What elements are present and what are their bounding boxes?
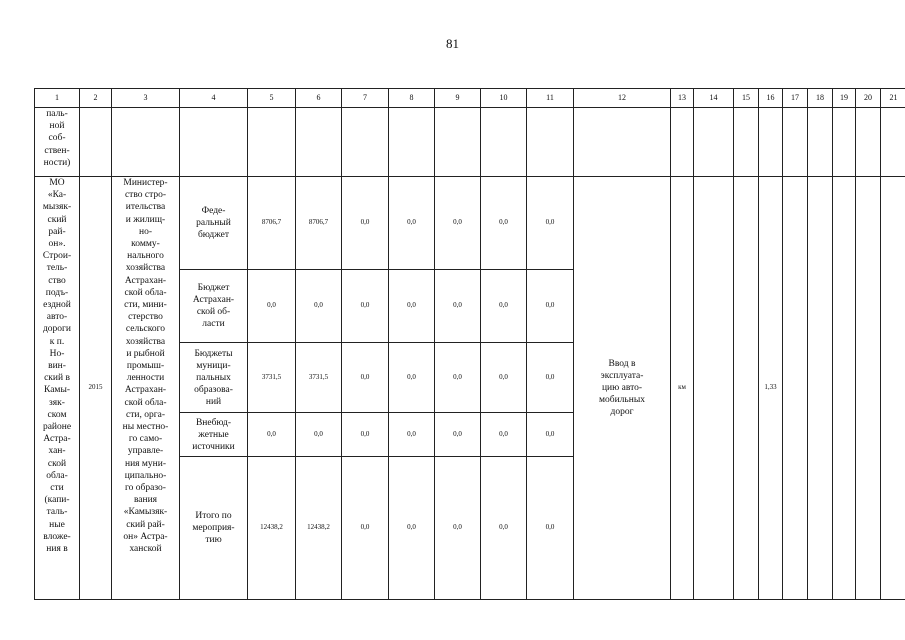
header-cell: 10: [481, 89, 527, 108]
header-cell: 18: [808, 89, 833, 108]
value-cell: 0,0: [389, 413, 435, 457]
empty-cell: [671, 108, 694, 177]
empty-cell: [481, 108, 527, 177]
value-cell: 0,0: [296, 270, 342, 343]
header-cell: 1: [35, 89, 80, 108]
measure-year: 2015: [80, 177, 112, 600]
value-cell: 12438,2: [296, 457, 342, 600]
header-cell: 19: [833, 89, 856, 108]
unit-cell: км: [671, 177, 694, 600]
page-number: 81: [446, 36, 459, 51]
empty-cell: [248, 108, 296, 177]
program-table: [34, 88, 905, 600]
value-cell: 0,0: [435, 177, 481, 270]
header-cell: 20: [856, 89, 881, 108]
source-name: Итого по мероприя- тию: [180, 457, 248, 600]
value-cell: 8706,7: [248, 177, 296, 270]
value-cell: 3731,5: [296, 343, 342, 413]
value-cell: 0,0: [481, 270, 527, 343]
value-cell: 12438,2: [248, 457, 296, 600]
empty-cell: [833, 177, 856, 600]
value-cell: 0,0: [248, 413, 296, 457]
header-cell: 8: [389, 89, 435, 108]
value-cell: 0,0: [389, 457, 435, 600]
value-cell: 0,0: [389, 177, 435, 270]
measure-name: МО «Ка- мызяк- ский рай- он». Строи- тель- ство подъ- ездной авто- дороги к п. Но- вин- ский в Камы- зяк- ском районе Астра- хан- ской обла- сти (капи- таль- ные вложе- ния в: [35, 177, 80, 600]
value-cell: 0,0: [481, 413, 527, 457]
header-cell: 16: [759, 89, 783, 108]
empty-cell: [296, 108, 342, 177]
empty-cell: [80, 108, 112, 177]
header-cell: 5: [248, 89, 296, 108]
source-name: Феде- ральный бюджет: [180, 177, 248, 270]
empty-cell: [342, 108, 389, 177]
empty-cell: [856, 177, 881, 600]
empty-cell: [783, 177, 808, 600]
empty-cell: [734, 177, 759, 600]
header-cell: 6: [296, 89, 342, 108]
empty-cell: [112, 108, 180, 177]
source-name: Бюджет Астрахан- ской об- ласти: [180, 270, 248, 343]
value-cell: 0,0: [342, 270, 389, 343]
empty-cell: [734, 108, 759, 177]
empty-cell: [808, 177, 833, 600]
empty-cell: [856, 108, 881, 177]
header-cell: 3: [112, 89, 180, 108]
empty-cell: [435, 108, 481, 177]
empty-cell: [574, 108, 671, 177]
value-cell: 0,0: [389, 270, 435, 343]
value-cell: 0,0: [527, 457, 574, 600]
header-cell: 7: [342, 89, 389, 108]
expected-result: Ввод в эксплуата- цию авто- мобильных дорог: [574, 177, 671, 600]
header-row: [35, 89, 905, 108]
value-cell: 0,0: [342, 343, 389, 413]
header-cell: 14: [694, 89, 734, 108]
header-cell: 12: [574, 89, 671, 108]
header-cell: 9: [435, 89, 481, 108]
empty-cell: [527, 108, 574, 177]
value-cell: 0,0: [296, 413, 342, 457]
value-cell: 0,0: [481, 457, 527, 600]
continuation-row: [35, 108, 905, 177]
empty-cell: [833, 108, 856, 177]
empty-cell: [783, 108, 808, 177]
header-cell: 2: [80, 89, 112, 108]
empty-cell: [881, 177, 905, 600]
value-cell: 0,0: [435, 270, 481, 343]
measure-name-continuation: паль- ной соб- ствен- ности): [35, 108, 80, 177]
measure-executors: Министер- ство стро- ительства и жилищ- но- комму- нального хозяйства Астрахан- ской обла- сти, мини- стерство сельского хозяйства и рыбной промыш- ленности Астрахан- ской обла- сти, орга- ны местно- го само- управле- ния муни- ципально- го образо- вания «Камызяк- ский рай- он» Астра- ханской: [112, 177, 180, 600]
source-row-federal: [35, 177, 905, 270]
indicator-value: 1,33: [759, 177, 783, 600]
header-cell: 4: [180, 89, 248, 108]
value-cell: 0,0: [342, 413, 389, 457]
value-cell: 0,0: [527, 413, 574, 457]
header-cell: 15: [734, 89, 759, 108]
value-cell: 0,0: [527, 343, 574, 413]
empty-cell: [808, 108, 833, 177]
value-cell: 8706,7: [296, 177, 342, 270]
header-cell: 11: [527, 89, 574, 108]
value-cell: 0,0: [342, 457, 389, 600]
value-cell: 0,0: [435, 343, 481, 413]
value-cell: 0,0: [342, 177, 389, 270]
value-cell: 0,0: [435, 457, 481, 600]
value-cell: 0,0: [389, 343, 435, 413]
header-cell: 21: [881, 89, 905, 108]
source-name: Внебюд- жетные источники: [180, 413, 248, 457]
empty-cell: [694, 177, 734, 600]
empty-cell: [881, 108, 905, 177]
source-name: Бюджеты муници- пальных образова- ний: [180, 343, 248, 413]
empty-cell: [759, 108, 783, 177]
value-cell: 0,0: [481, 343, 527, 413]
empty-cell: [694, 108, 734, 177]
value-cell: 3731,5: [248, 343, 296, 413]
header-cell: 17: [783, 89, 808, 108]
header-cell: 13: [671, 89, 694, 108]
value-cell: 0,0: [527, 177, 574, 270]
value-cell: 0,0: [527, 270, 574, 343]
empty-cell: [389, 108, 435, 177]
value-cell: 0,0: [248, 270, 296, 343]
empty-cell: [180, 108, 248, 177]
value-cell: 0,0: [481, 177, 527, 270]
value-cell: 0,0: [435, 413, 481, 457]
